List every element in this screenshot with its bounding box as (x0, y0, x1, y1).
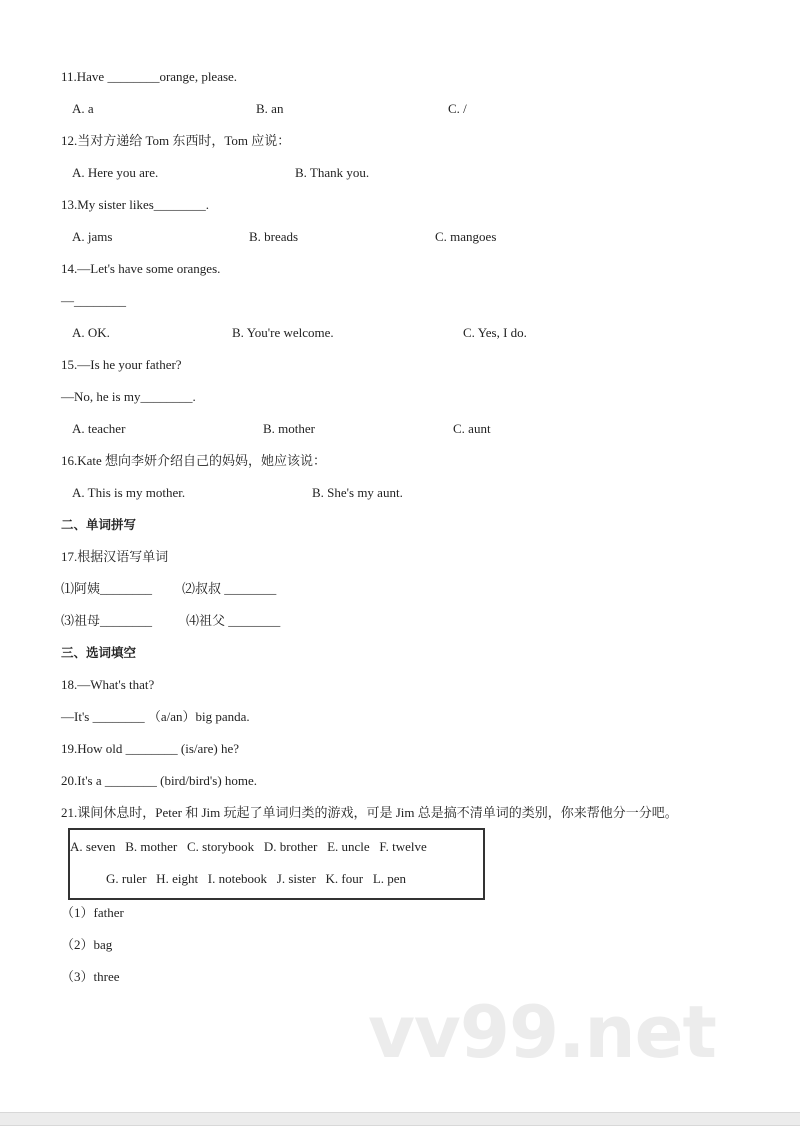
q16-option-a: A. This is my mother. (72, 485, 186, 500)
q21-item-2: （2）bag (61, 937, 113, 952)
q14-stem: 14.—Let's have some oranges. (61, 261, 221, 276)
word-bank-row-2: G. ruler H. eight I. notebook J. sister K. four L. pen (106, 871, 407, 886)
q14-option-a: A. OK. (72, 325, 110, 340)
q16-stem: 16.Kate 想向李妍介绍自己的妈妈，她应该说： (61, 453, 327, 468)
q11-stem: 11.Have ________orange, please. (61, 69, 238, 84)
q14-answer-line: —________ (61, 293, 126, 308)
q18-stem: 18.—What's that? (61, 677, 155, 692)
q15-answer-line: —No, he is my________. (61, 389, 196, 404)
q13-option-b: B. breads (249, 229, 299, 244)
q11-option-c: C. / (448, 101, 467, 116)
q15-option-a: A. teacher (72, 421, 126, 436)
q11-option-a: A. a (72, 101, 94, 116)
q12-option-b: B. Thank you. (295, 165, 370, 180)
watermark: vv99.net (368, 990, 716, 1074)
q15-option-c: C. aunt (453, 421, 491, 436)
q14-option-c: C. Yes, I do. (463, 325, 527, 340)
q17-item-3: ⑶祖母________ (61, 613, 153, 628)
q12-option-a: A. Here you are. (72, 165, 159, 180)
q13-stem: 13.My sister likes________. (61, 197, 210, 212)
q17-item-4: ⑷祖父 ________ (186, 613, 281, 628)
q17-item-2: ⑵叔叔 ________ (182, 581, 277, 596)
section-heading-fill-in: 三、选词填空 (61, 645, 137, 660)
page-bottom-bar (0, 1112, 800, 1126)
q17-stem: 17.根据汉语写单词 (61, 549, 169, 564)
q18-answer-line: —It's ________ （a/an）big panda. (61, 709, 250, 724)
word-bank-row-1: A. seven B. mother C. storybook D. brother E. uncle F. twelve (70, 839, 427, 854)
q21-stem: 21.课间休息时，Peter 和 Jim 玩起了单词归类的游戏，可是 Jim 总是搞不清单词的类别，你来帮他分一分吧。 (61, 805, 678, 820)
q13-option-a: A. jams (72, 229, 113, 244)
section-heading-spelling: 二、单词拼写 (61, 517, 137, 532)
q12-stem: 12.当对方递给 Tom 东西时，Tom 应说： (61, 133, 291, 148)
q19-stem: 19.How old ________ (is/are) he? (61, 741, 239, 756)
q15-stem: 15.—Is he your father? (61, 357, 182, 372)
q20-stem: 20.It's a ________ (bird/bird's) home. (61, 773, 258, 788)
q14-option-b: B. You're welcome. (232, 325, 334, 340)
q17-item-1: ⑴阿姨________ (61, 581, 153, 596)
q16-option-b: B. She's my aunt. (312, 485, 403, 500)
q13-option-c: C. mangoes (435, 229, 497, 244)
q15-option-b: B. mother (263, 421, 315, 436)
q11-option-b: B. an (256, 101, 284, 116)
q21-item-3: （3）three (61, 969, 120, 984)
q21-item-1: （1）father (61, 905, 124, 920)
